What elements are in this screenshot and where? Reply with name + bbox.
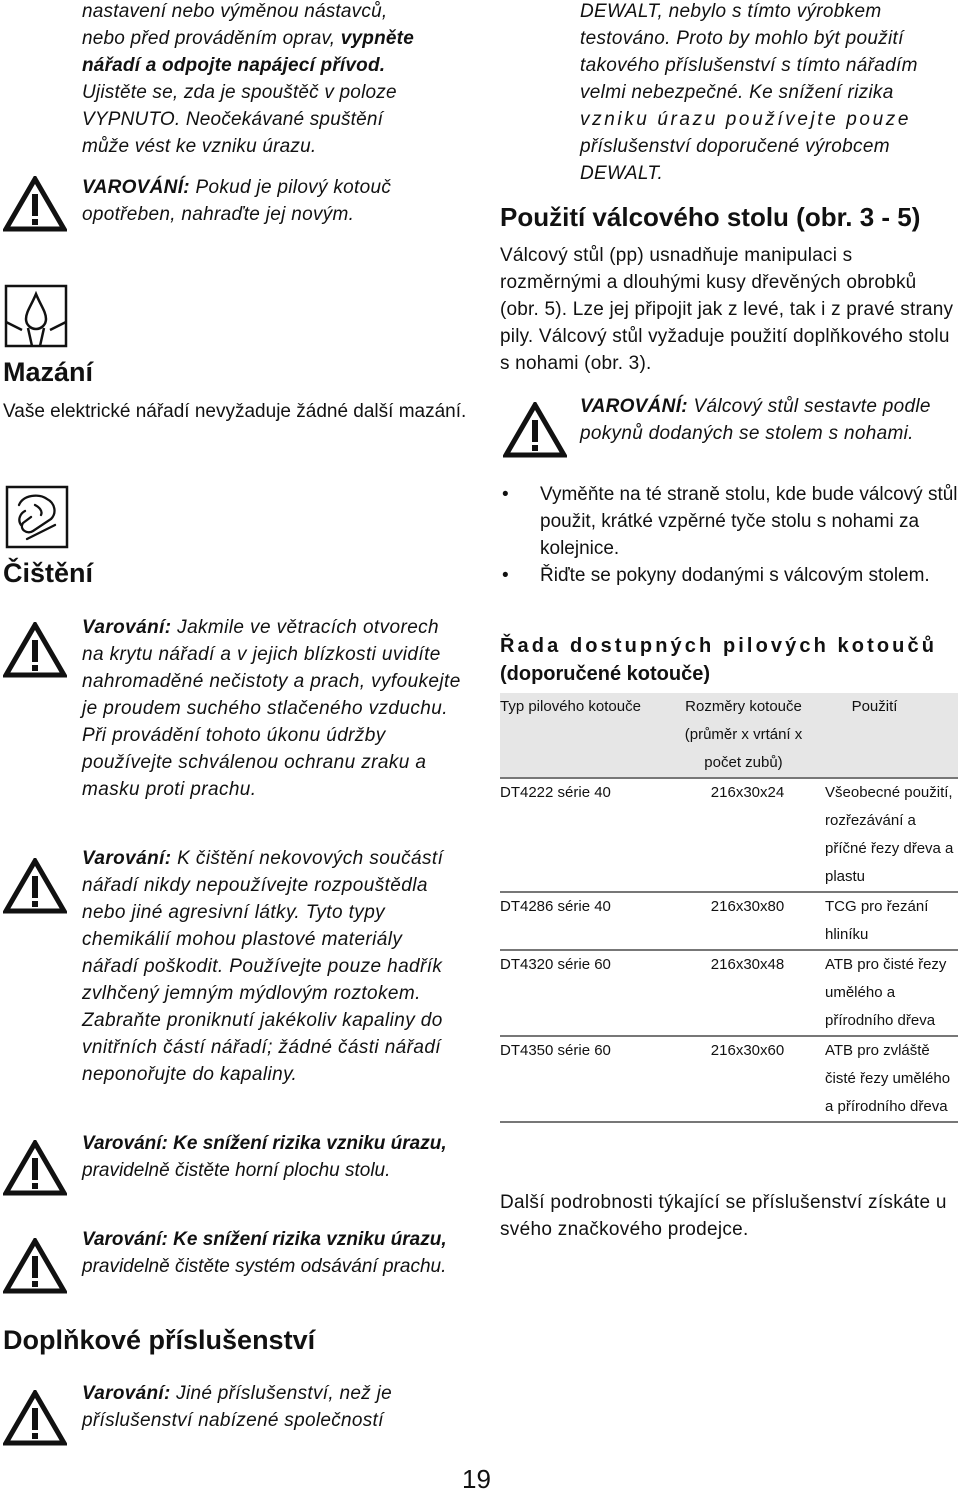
list-item: • Řiďte se pokyny dodanými s válcovým stolem. [500,562,960,589]
table-cell: 216x30x60 [670,1036,825,1122]
blade-warning: VAROVÁNÍ: Pokud je pilový kotouč opotřeben, nahraďte jej novým. [82,177,392,225]
table-row [500,950,958,1036]
page-number: 19 [462,1464,491,1494]
table-cell: DT4222 série 40 [500,778,670,892]
cleaning-title: Čištění [3,558,94,588]
table-cell: DT4320 série 60 [500,950,670,1036]
cleaning-warning-3: Varování: Ke snížení rizika vzniku úrazu, pravidelně čistěte horní plochu stolu. [82,1133,447,1181]
table-row [500,1036,958,1122]
table-cell: Všeobecné použití, rozřezávání a příčné řezy dřeva a plastu [825,778,958,892]
table-cell: 216x30x24 [670,778,825,892]
table-cell: DT4350 série 60 [500,1036,670,1122]
table-row [500,778,958,892]
lubrication-text: Vaše elektrické nářadí nevyžaduje žádné další mazání. [3,401,467,422]
cleaning-warning-2: Varování: K čištění nekovových součástí nářadí nikdy nepoužívejte rozpouštědla nebo jiné agresivní látky. Tyto typy chemikálií mohou plastové materiály nářadí poškodit. Používejte pouze hadřík zvlhčený jemným mýdlovým roztokem. Zabraňte proniknutí jakékoliv kapaliny do vnitřních částí nářadí; žádné části nářadí neponořujte do kapaliny. [82,848,444,1085]
cleaning-warning-1: Varování: Jakmile ve větracích otvorech na krytu nářadí a v jejich blízkosti uvidíte nahromaděné nečistoty a prach, vyfoukejte je proudem suchého stlačeného vzduchu. Při provádění tohoto úkonu údržby používejte schválenou ochranu zraku a masku proti prachu. [82,617,461,800]
table-header-row [500,693,958,778]
accessories-warning-continuation: DEWALT, nebylo s tímto výrobkem testováno. Proto by mohlo být použití takového příslušenství s tímto nářadím velmi nebezpečné. Ke snížení rizika vzniku úrazu používejte pouze příslušenství doporučené výrobcem DEWALT. [580,1,918,184]
roller-table-title: Použití válcového stolu (obr. 3 - 5) [500,202,921,232]
accessories-title: Doplňkové příslušenství [3,1325,316,1355]
table-row [500,892,958,950]
wiping-hand-icon [5,485,69,549]
roller-table-warning: VAROVÁNÍ: Válcový stůl sestavte podle pokynů dodaných se stolem s nohami. [580,396,931,444]
column-header: Použití [825,693,958,778]
accessories-warning: Varování: Jiné příslušenství, než je příslušenství nabízené společností [82,1383,393,1431]
table-cell: ATB pro zvláště čisté řezy umělého a přírodního dřeva [825,1036,958,1122]
list-item: • Vyměňte na té straně stolu, kde bude válcový stůl použit, krátké vzpěrné tyče stolu s nohami za kolejnice. [500,481,960,562]
warning-triangle-icon [3,1238,67,1294]
warning-triangle-icon [3,1390,67,1446]
warning-triangle-icon [3,622,67,678]
intro-continuation: nastavení nebo výměnou nástavců, nebo před prováděním oprav, vypněte nářadí a odpojte napájecí přívod. Ujistěte se, zda je spouštěč v poloze VYPNUTO. Neočekávané spuštění může vést ke vzniku úrazu. [82,1,414,157]
roller-table-text: Válcový stůl (pp) usnadňuje manipulaci s rozměrnými a dlouhými kusy dřevěných obrobků (obr. 5). Lze jej připojit jak z levé, tak i z pravé strany pily. Válcový stůl vyžaduje použití doplňkového stolu s nohami (obr. 3). [500,245,954,374]
table-cell: 216x30x80 [670,892,825,950]
warning-triangle-icon [503,402,567,458]
table-cell: ATB pro čisté řezy umělého a přírodního dřeva [825,950,958,1036]
blades-title: Řada dostupných pilových kotoučů (doporučené kotouče) [500,635,938,685]
lubrication-title: Mazání [3,357,94,387]
roller-table-steps [500,481,960,589]
table-cell: TCG pro řezání hliníku [825,892,958,950]
warning-triangle-icon [3,176,67,232]
table-cell: 216x30x48 [670,950,825,1036]
column-header: Typ pilového kotouče [500,693,670,778]
warning-triangle-icon [3,1140,67,1196]
oil-drop-icon [4,284,68,348]
warning-triangle-icon [3,858,67,914]
blades-table [500,693,958,1123]
column-header: Rozměry kotouče (průměr x vrtání x počet zubů) [670,693,825,778]
table-cell: DT4286 série 40 [500,892,670,950]
cleaning-warning-4: Varování: Ke snížení rizika vzniku úrazu, pravidelně čistěte systém odsávání prachu. [82,1229,447,1277]
accessories-footer-text: Další podrobnosti týkající se příslušenství získáte u svého značkového prodejce. [500,1192,947,1240]
